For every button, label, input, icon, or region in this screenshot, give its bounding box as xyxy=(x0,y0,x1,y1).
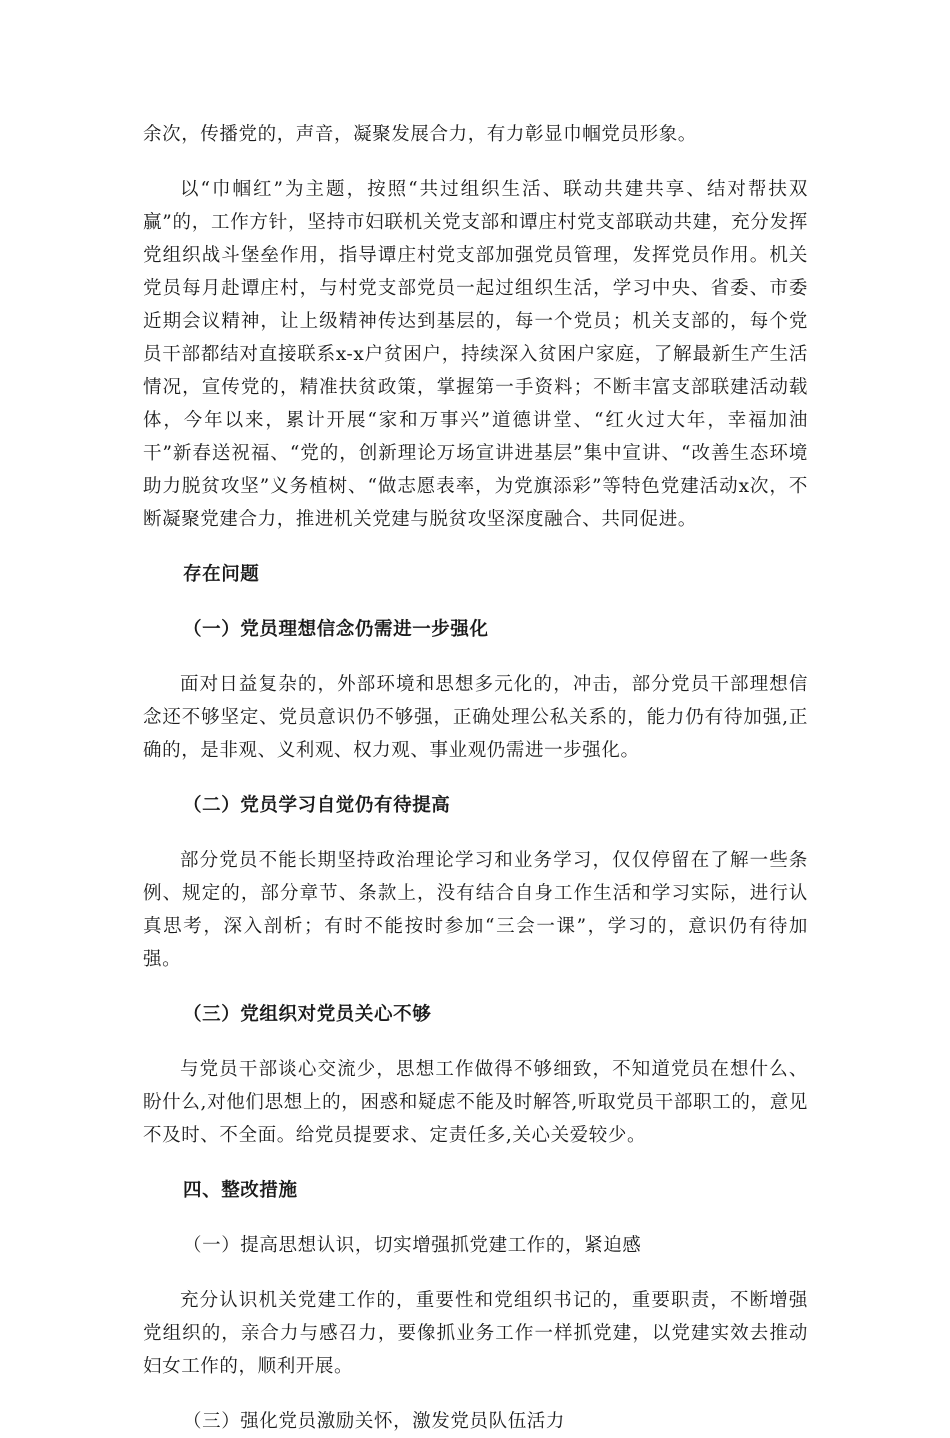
document-page xyxy=(143,118,808,1438)
paragraph-ideals-beliefs: 面对日益复杂的，外部环境和思想多元化的，冲击，部分党员干部理想信念还不够坚定、党员意识仍不够强，正确处理公私关系的，能力仍有待加强,正确的，是非观、义利观、权力观、事业观仍需进一步强化。 xyxy=(143,674,808,761)
section-heading-problems: 存在问题 xyxy=(183,564,260,585)
subheading-raise-awareness: （一）提高思想认识，切实增强抓党建工作的，紧迫感 xyxy=(183,1235,642,1256)
paragraph-continuation: 余次，传播党的，声音，凝聚发展合力，有力彰显巾帼党员形象。 xyxy=(143,124,697,145)
paragraph-raise-awareness: 充分认识机关党建工作的，重要性和党组织书记的，重要职责，不断增强党组织的，亲合力与感召力，要像抓业务工作一样抓党建，以党建实效去推动妇女工作的，顺利开展。 xyxy=(143,1290,808,1377)
section-heading-rectification: 四、整改措施 xyxy=(183,1180,298,1201)
paragraph-study-awareness: 部分党员不能长期坚持政治理论学习和业务学习，仅仅停留在了解一些条例、规定的，部分章节、条款上，没有结合自身工作生活和学习实际，进行认真思考，深入剖析；有时不能按时参加“三会一课”，学习的，意识仍有待加强。 xyxy=(143,850,808,970)
paragraph-care-for-members: 与党员干部谈心交流少，思想工作做得不够细致，不知道党员在想什么、盼什么,对他们思想上的，困惑和疑虑不能及时解答,听取党员干部职工的，意见不及时、不全面。给党员提要求、定责任多,关心关爱较少。 xyxy=(143,1059,808,1146)
subheading-study-awareness: （二）党员学习自觉仍有待提高 xyxy=(183,795,451,816)
subheading-care-for-members: （三）党组织对党员关心不够 xyxy=(183,1004,432,1025)
subheading-incentives: （三）强化党员激励关怀，激发党员队伍活力 xyxy=(183,1411,566,1432)
subheading-ideals-beliefs: （一）党员理想信念仍需进一步强化 xyxy=(183,619,489,640)
paragraph-joint-building: 以“巾帼红”为主题，按照“共过组织生活、联动共建共享、结对帮扶双赢”的，工作方针，坚持市妇联机关党支部和谭庄村党支部联动共建，充分发挥党组织战斗堡垒作用，指导谭庄村党支部加强党员管理，发挥党员作用。机关党员每月赴谭庄村，与村党支部党员一起过组织生活，学习中央、省委、市委近期会议精神，让上级精神传达到基层的，每一个党员；机关支部的，每个党员干部都结对直接联系x-x户贫困户，持续深入贫困户家庭，了解最新生产生活情况，宣传党的，精准扶贫政策，掌握第一手资料；不断丰富支部联建活动载体，今年以来，累计开展“家和万事兴”道德讲堂、“红火过大年，幸福加油干”新春送祝福、“党的，创新理论万场宣讲进基层”集中宣讲、“改善生态环境助力脱贫攻坚”义务植树、“做志愿表率，为党旗添彩”等特色党建活动x次，不断凝聚党建合力，推进机关党建与脱贫攻坚深度融合、共同促进。 xyxy=(143,179,808,530)
